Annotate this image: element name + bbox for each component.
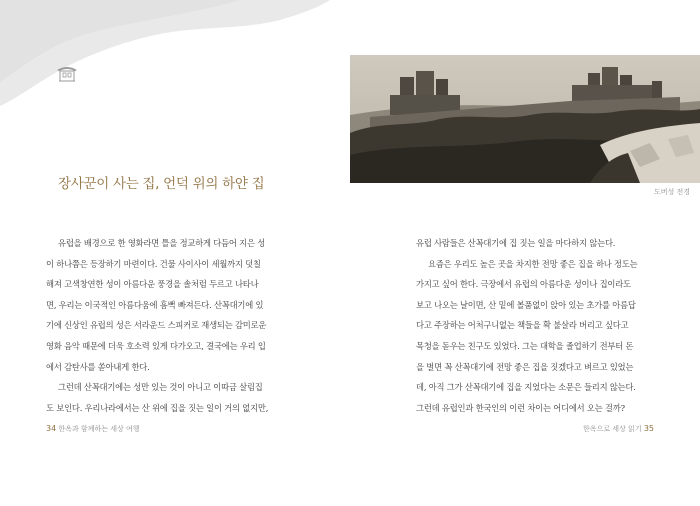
- body-line: 에서 감탄사를 쏟아내게 한다.: [46, 361, 150, 372]
- right-page-body: [416, 233, 672, 418]
- body-line: 다고 주장하는 어처구니없는 책들을 확 불살라 버리고 싶다고: [416, 320, 629, 331]
- photo-caption: 도버성 전경: [653, 188, 690, 196]
- left-folio: [46, 424, 139, 434]
- body-line: 유럽을 배경으로 한 영화라면 틀을 정교하게 다듬어 지은 성: [58, 238, 266, 248]
- body-line: 을 벌면 꼭 산꼭대기에 전망 좋은 집을 짓겠다고 벼르고 있었는: [416, 361, 634, 372]
- body-line: 목청을 돋우는 친구도 있었다. 그는 대학을 졸업하기 전부터 돈: [416, 340, 634, 351]
- body-line: 가지고 싶어 한다. 극장에서 유럽의 아름다운 성이나 집이라도: [416, 279, 631, 290]
- body-line: 그런데 산꼭대기에는 성만 있는 것이 아니고 이따금 살림집: [58, 382, 263, 393]
- running-title-right: 한옥으로 세상 읽기: [583, 425, 642, 433]
- hanok-house-icon: [56, 63, 78, 83]
- chapter-title: 장사꾼이 사는 집, 언덕 위의 하얀 집: [58, 176, 265, 192]
- page-number-left: 34: [46, 424, 57, 433]
- left-page-body: [46, 233, 302, 418]
- body-line: 기에 신상인 유럽의 성은 서라운드 스피커로 재생되는 감미로운: [46, 320, 267, 331]
- body-line: 요즘은 우리도 높은 곳을 차지한 전망 좋은 집을 하나 정도는: [428, 258, 638, 269]
- body-line: 유럽 사람들은 산꼭대기에 집 짓는 일을 마다하지 않는다.: [416, 238, 616, 248]
- body-line: 데, 아직 그가 산꼭대기에 집을 지었다는 소문은 들리지 않는다.: [416, 382, 636, 393]
- body-line: 이 하나쯤은 등장하기 마련이다. 건물 사이사이 세월까지 덧칠: [46, 258, 261, 269]
- body-line: 도 보인다. 우리나라에서는 산 위에 집을 짓는 일이 거의 없지만,: [46, 402, 269, 413]
- brush-stroke-decoration: [0, 0, 330, 110]
- page-number-right: 35: [643, 424, 654, 433]
- body-line: 보고 나오는 날이면, 산 밑에 볼품없이 앉아 있는 초가를 아름답: [416, 299, 636, 310]
- right-folio: [583, 424, 654, 434]
- castle-photo: [350, 55, 700, 183]
- body-line: 면, 우리는 이국적인 아름다움에 흠뻑 빠져든다. 산꼭대기에 있: [46, 299, 264, 310]
- body-line: 그런데 유럽인과 한국인의 이런 차이는 어디에서 오는 걸까?: [416, 402, 625, 413]
- body-line: 해져 고색창연한 성이 아름다운 풍경을 솔처럼 두르고 나타나: [46, 279, 259, 290]
- running-title-left: 한옥과 함께하는 세상 여행: [58, 425, 140, 433]
- body-line: 영화 음악 때문에 더욱 호소력 있게 다가오고, 결국에는 우리 입: [46, 340, 266, 351]
